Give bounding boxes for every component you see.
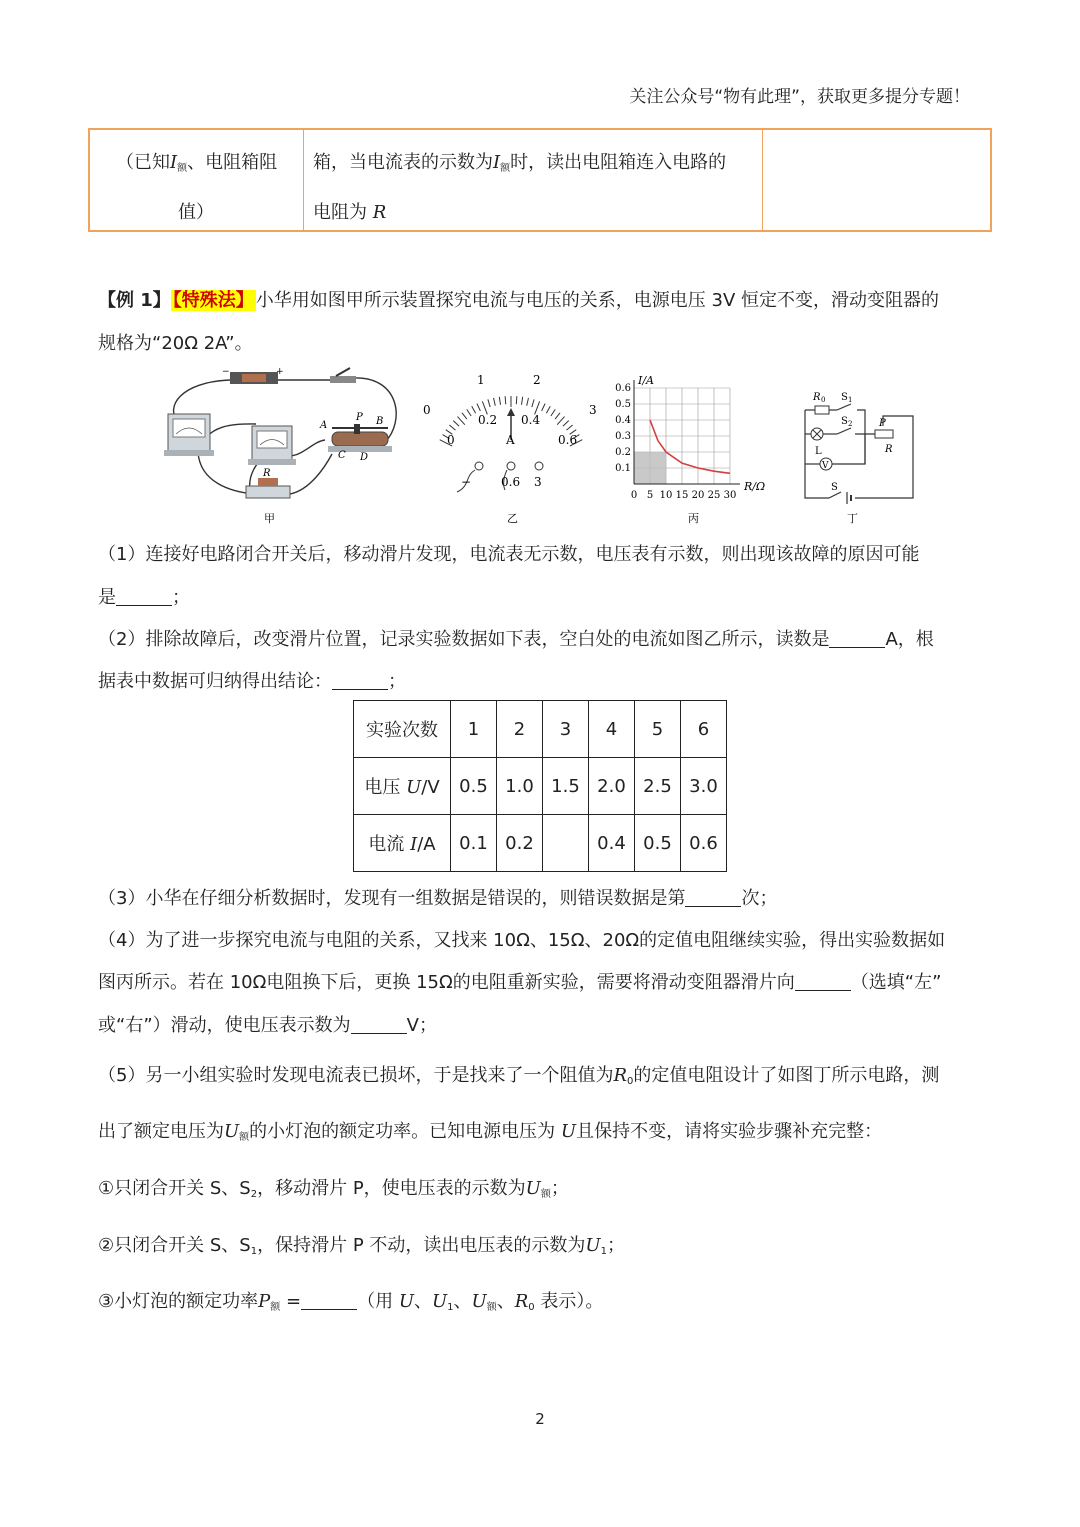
table-cell: 1.0 bbox=[497, 758, 543, 815]
schematic-rheostat-icon bbox=[875, 430, 893, 438]
table-cell: 0.5 bbox=[451, 758, 497, 815]
table-cell: 5 bbox=[635, 701, 681, 758]
terminal-06: 0.6 bbox=[501, 475, 521, 489]
dial-unit: A bbox=[506, 433, 515, 447]
dial-tick bbox=[522, 397, 523, 405]
schematic-S1-icon bbox=[837, 404, 851, 410]
table-cell: 0.5 bbox=[635, 815, 681, 872]
chart-y-tick-label: 0.4 bbox=[615, 415, 631, 426]
row-header-trials: 实验次数 bbox=[354, 701, 451, 758]
answer-blank[interactable] bbox=[685, 888, 741, 907]
method-tag: 【特殊法】 bbox=[172, 290, 254, 311]
q5-step3: ③小灯泡的额定功率$P_额$ = （用 U、$U_1$、$U_额$、$R_0$ 表示）。 bbox=[98, 1291, 604, 1313]
rheostat-C-label: C bbox=[338, 450, 346, 461]
schematic-S1-label: S bbox=[841, 392, 848, 403]
chart-x-tick-label: 5 bbox=[646, 490, 654, 501]
experiment-data-table bbox=[353, 700, 727, 872]
table-cell: 2 bbox=[497, 701, 543, 758]
table-row bbox=[354, 701, 727, 758]
dial-outer-2: 2 bbox=[533, 373, 541, 387]
answer-blank[interactable] bbox=[829, 629, 885, 648]
answer-blank[interactable] bbox=[351, 1015, 407, 1034]
figure-ding-schematic bbox=[795, 382, 925, 528]
dial-tick bbox=[457, 417, 464, 425]
chart-x-tick-label: 20 bbox=[691, 490, 705, 501]
battery-icon bbox=[222, 367, 284, 384]
example-line2: 规格为“20Ω 2A”。 bbox=[98, 333, 253, 354]
q1-line2: 是 ； bbox=[98, 587, 190, 608]
schematic-R0-icon bbox=[815, 406, 829, 414]
dial-inner-06: 0.6 bbox=[558, 433, 578, 447]
table-cell: 0.2 bbox=[497, 815, 543, 872]
table-cell: 1 bbox=[451, 701, 497, 758]
answer-blank[interactable] bbox=[116, 587, 172, 606]
dial-tick bbox=[557, 417, 564, 425]
terminal-3: 3 bbox=[534, 475, 542, 489]
chart-x-tick-label: 15 bbox=[675, 490, 689, 501]
rheostat-P-label: P bbox=[356, 412, 363, 423]
header-notice: 关注公众号“物有此理”，获取更多提分专题！ bbox=[629, 87, 970, 107]
cell-procedure-line1: 箱，当电流表的示数为$I_额$时，读出电阻箱连入电路的 bbox=[313, 152, 727, 174]
schematic-S2-label: S bbox=[841, 416, 848, 427]
schematic-R0-sub: 0 bbox=[821, 396, 826, 404]
terminal-minus: − bbox=[461, 475, 472, 489]
schematic-S2-icon bbox=[837, 428, 851, 434]
chart-x-tick-label: 10 bbox=[659, 490, 673, 501]
schematic-S1-sub: 1 bbox=[848, 396, 853, 404]
dial-tick bbox=[555, 413, 560, 419]
q2-line1: （2）排除故障后，改变滑片位置，记录实验数据如下表，空白处的电流如图乙所示，读数是 A，根 bbox=[98, 629, 934, 650]
schematic-R-label: R bbox=[885, 444, 893, 455]
chart-ylabel: I/A bbox=[638, 374, 654, 387]
dial-tick bbox=[488, 399, 490, 407]
dial-tick bbox=[462, 413, 467, 419]
battery-plus-label: + bbox=[276, 367, 284, 377]
table-cell: 4 bbox=[589, 701, 635, 758]
table-cell: 6 bbox=[681, 701, 727, 758]
rheostat-A-label: A bbox=[320, 420, 328, 431]
table-cell: 1.5 bbox=[543, 758, 589, 815]
table-cell: 0.6 bbox=[681, 815, 727, 872]
q3-line: （3）小华在仔细分析数据时，发现有一组数据是错误的，则错误数据是第 次； bbox=[98, 888, 778, 909]
dial-inner-02: 0.2 bbox=[478, 413, 498, 427]
battery-minus-label: − bbox=[222, 367, 230, 377]
dial-tick bbox=[499, 397, 500, 405]
table-cell: 0.4 bbox=[589, 815, 635, 872]
schematic-R0-label: R bbox=[813, 392, 821, 403]
page-number: 2 bbox=[535, 1410, 545, 1428]
chart-y-tick-label: 0.5 bbox=[615, 399, 631, 410]
rheostat-D-label: D bbox=[360, 452, 369, 463]
chart-shaded-region bbox=[634, 452, 666, 484]
figure-yi-ammeter-dial bbox=[415, 368, 605, 528]
table-cell: 3.0 bbox=[681, 758, 727, 815]
q5-step2: ②只闭合开关 S、$S_1$，保持滑片 P 不动，读出电压表的示数为$U_1$； bbox=[98, 1235, 625, 1257]
chart-y-tick-labels bbox=[615, 383, 631, 474]
dial-tick bbox=[563, 421, 569, 427]
ammeter-icon bbox=[164, 414, 214, 456]
q4-line2: 图丙所示。若在 10Ω电阻换下后，更换 15Ω的电阻重新实验，需要将滑动变阻器滑片向 （选填“左” bbox=[98, 972, 942, 993]
row-header-voltage: 电压 U/V bbox=[354, 758, 451, 815]
dial-tick bbox=[477, 404, 480, 411]
dial-tick bbox=[546, 406, 550, 413]
chart-y-tick-label: 0.6 bbox=[615, 383, 631, 394]
table-cell: 2.0 bbox=[589, 758, 635, 815]
chart-y-tick-label: 0.2 bbox=[615, 447, 631, 458]
answer-blank[interactable] bbox=[332, 671, 388, 690]
q2-line2: 据表中数据可归纳得出结论： ； bbox=[98, 671, 406, 692]
chart-x-tick-label: 25 bbox=[707, 490, 721, 501]
table-cell: 0.1 bbox=[451, 815, 497, 872]
q5-step1: ①只闭合开关 S、$S_2$，移动滑片 P，使电压表的示数为$U_额$； bbox=[98, 1178, 569, 1200]
switch-icon bbox=[330, 368, 356, 383]
schematic-S-label: S bbox=[831, 482, 838, 493]
dial-tick bbox=[551, 409, 555, 416]
example-line1: 【例 1】 【特殊法】 小华用如图甲所示装置探究电流与电压的关系，电源电压 3V 恒定不变，滑动变阻器的 bbox=[98, 290, 940, 311]
figure-yi-caption: 乙 bbox=[507, 512, 518, 525]
chart-x-tick-labels bbox=[631, 490, 737, 501]
dial-tick bbox=[566, 425, 572, 430]
answer-blank[interactable] bbox=[301, 1291, 357, 1310]
table-cell-procedure bbox=[303, 130, 763, 230]
method-table-fragment bbox=[88, 128, 992, 232]
dial-outer-0: 0 bbox=[423, 403, 431, 417]
cell-procedure-line2: 电阻为 R bbox=[313, 202, 387, 223]
figure-ding-caption: 丁 bbox=[847, 512, 858, 525]
chart-y-tick-label: 0.1 bbox=[615, 463, 631, 474]
dial-tick bbox=[472, 406, 476, 413]
dial-tick bbox=[532, 399, 534, 407]
table-cell-blank bbox=[543, 815, 589, 872]
schematic-S2-sub: 2 bbox=[848, 420, 853, 428]
dial-tick bbox=[449, 425, 455, 430]
dial-outer-1: 1 bbox=[477, 373, 485, 387]
dial-outer-3: 3 bbox=[589, 403, 597, 417]
dial-tick bbox=[542, 404, 545, 411]
q4-line1: （4）为了进一步探究电流与电阻的关系，又找来 10Ω、15Ω、20Ω的定值电阻继续实验，得出实验数据如 bbox=[98, 930, 946, 951]
dial-tick bbox=[505, 396, 506, 404]
chart-y-tick-label: 0.3 bbox=[615, 431, 631, 442]
table-cell-known bbox=[90, 130, 304, 230]
voltmeter-icon bbox=[248, 426, 296, 465]
dial-inner-0: 0 bbox=[447, 433, 455, 447]
figure-jia-circuit bbox=[160, 362, 410, 527]
chart-caption: 丙 bbox=[688, 512, 699, 525]
dial-tick bbox=[527, 398, 529, 406]
q5-line1: （5）另一小组实验时发现电流表已损坏，于是找来了一个阻值为$R_0$的定值电阻设计了如图丁所示电路，测 bbox=[98, 1065, 940, 1087]
cell-known-line2: 值） bbox=[178, 202, 214, 223]
dial-tick bbox=[494, 398, 496, 406]
table-row bbox=[354, 758, 727, 815]
cell-known-line1: （已知$I_额$、电阻箱阻 bbox=[116, 152, 278, 174]
resistor-label: R bbox=[263, 468, 271, 479]
figure-bing-chart bbox=[612, 370, 772, 528]
schematic-P-label: P bbox=[879, 418, 886, 429]
schematic-L-label: L bbox=[815, 446, 822, 457]
table-cell: 3 bbox=[543, 701, 589, 758]
q1-line1: （1）连接好电路闭合开关后，移动滑片发现，电流表无示数，电压表有示数，则出现该故障的原因可能 bbox=[98, 544, 920, 565]
figure-jia-caption: 甲 bbox=[264, 512, 275, 525]
dial-tick bbox=[467, 409, 471, 416]
q5-line2: 出了额定电压为$U_额$的小灯泡的额定功率。已知电源电压为 U且保持不变，请将实验步骤补充完整： bbox=[98, 1121, 883, 1143]
chart-xlabel: R/Ω bbox=[744, 480, 766, 493]
chart-x-tick-label: 30 bbox=[723, 490, 737, 501]
chart-x-tick-label: 0 bbox=[630, 490, 638, 501]
answer-blank[interactable] bbox=[795, 972, 851, 991]
dial-inner-04: 0.4 bbox=[521, 413, 541, 427]
q4-line3: 或“右”）滑动，使电压表示数为 V； bbox=[98, 1015, 437, 1036]
table-row bbox=[354, 815, 727, 872]
rheostat-icon bbox=[319, 412, 392, 463]
example-label: 【例 1】 bbox=[98, 290, 171, 311]
dial-tick bbox=[453, 421, 459, 427]
row-header-current: 电流 I/A bbox=[354, 815, 451, 872]
dial-tick bbox=[516, 396, 517, 404]
rheostat-B-label: B bbox=[376, 416, 384, 427]
schematic-V-label: V bbox=[822, 461, 829, 471]
table-cell: 2.5 bbox=[635, 758, 681, 815]
